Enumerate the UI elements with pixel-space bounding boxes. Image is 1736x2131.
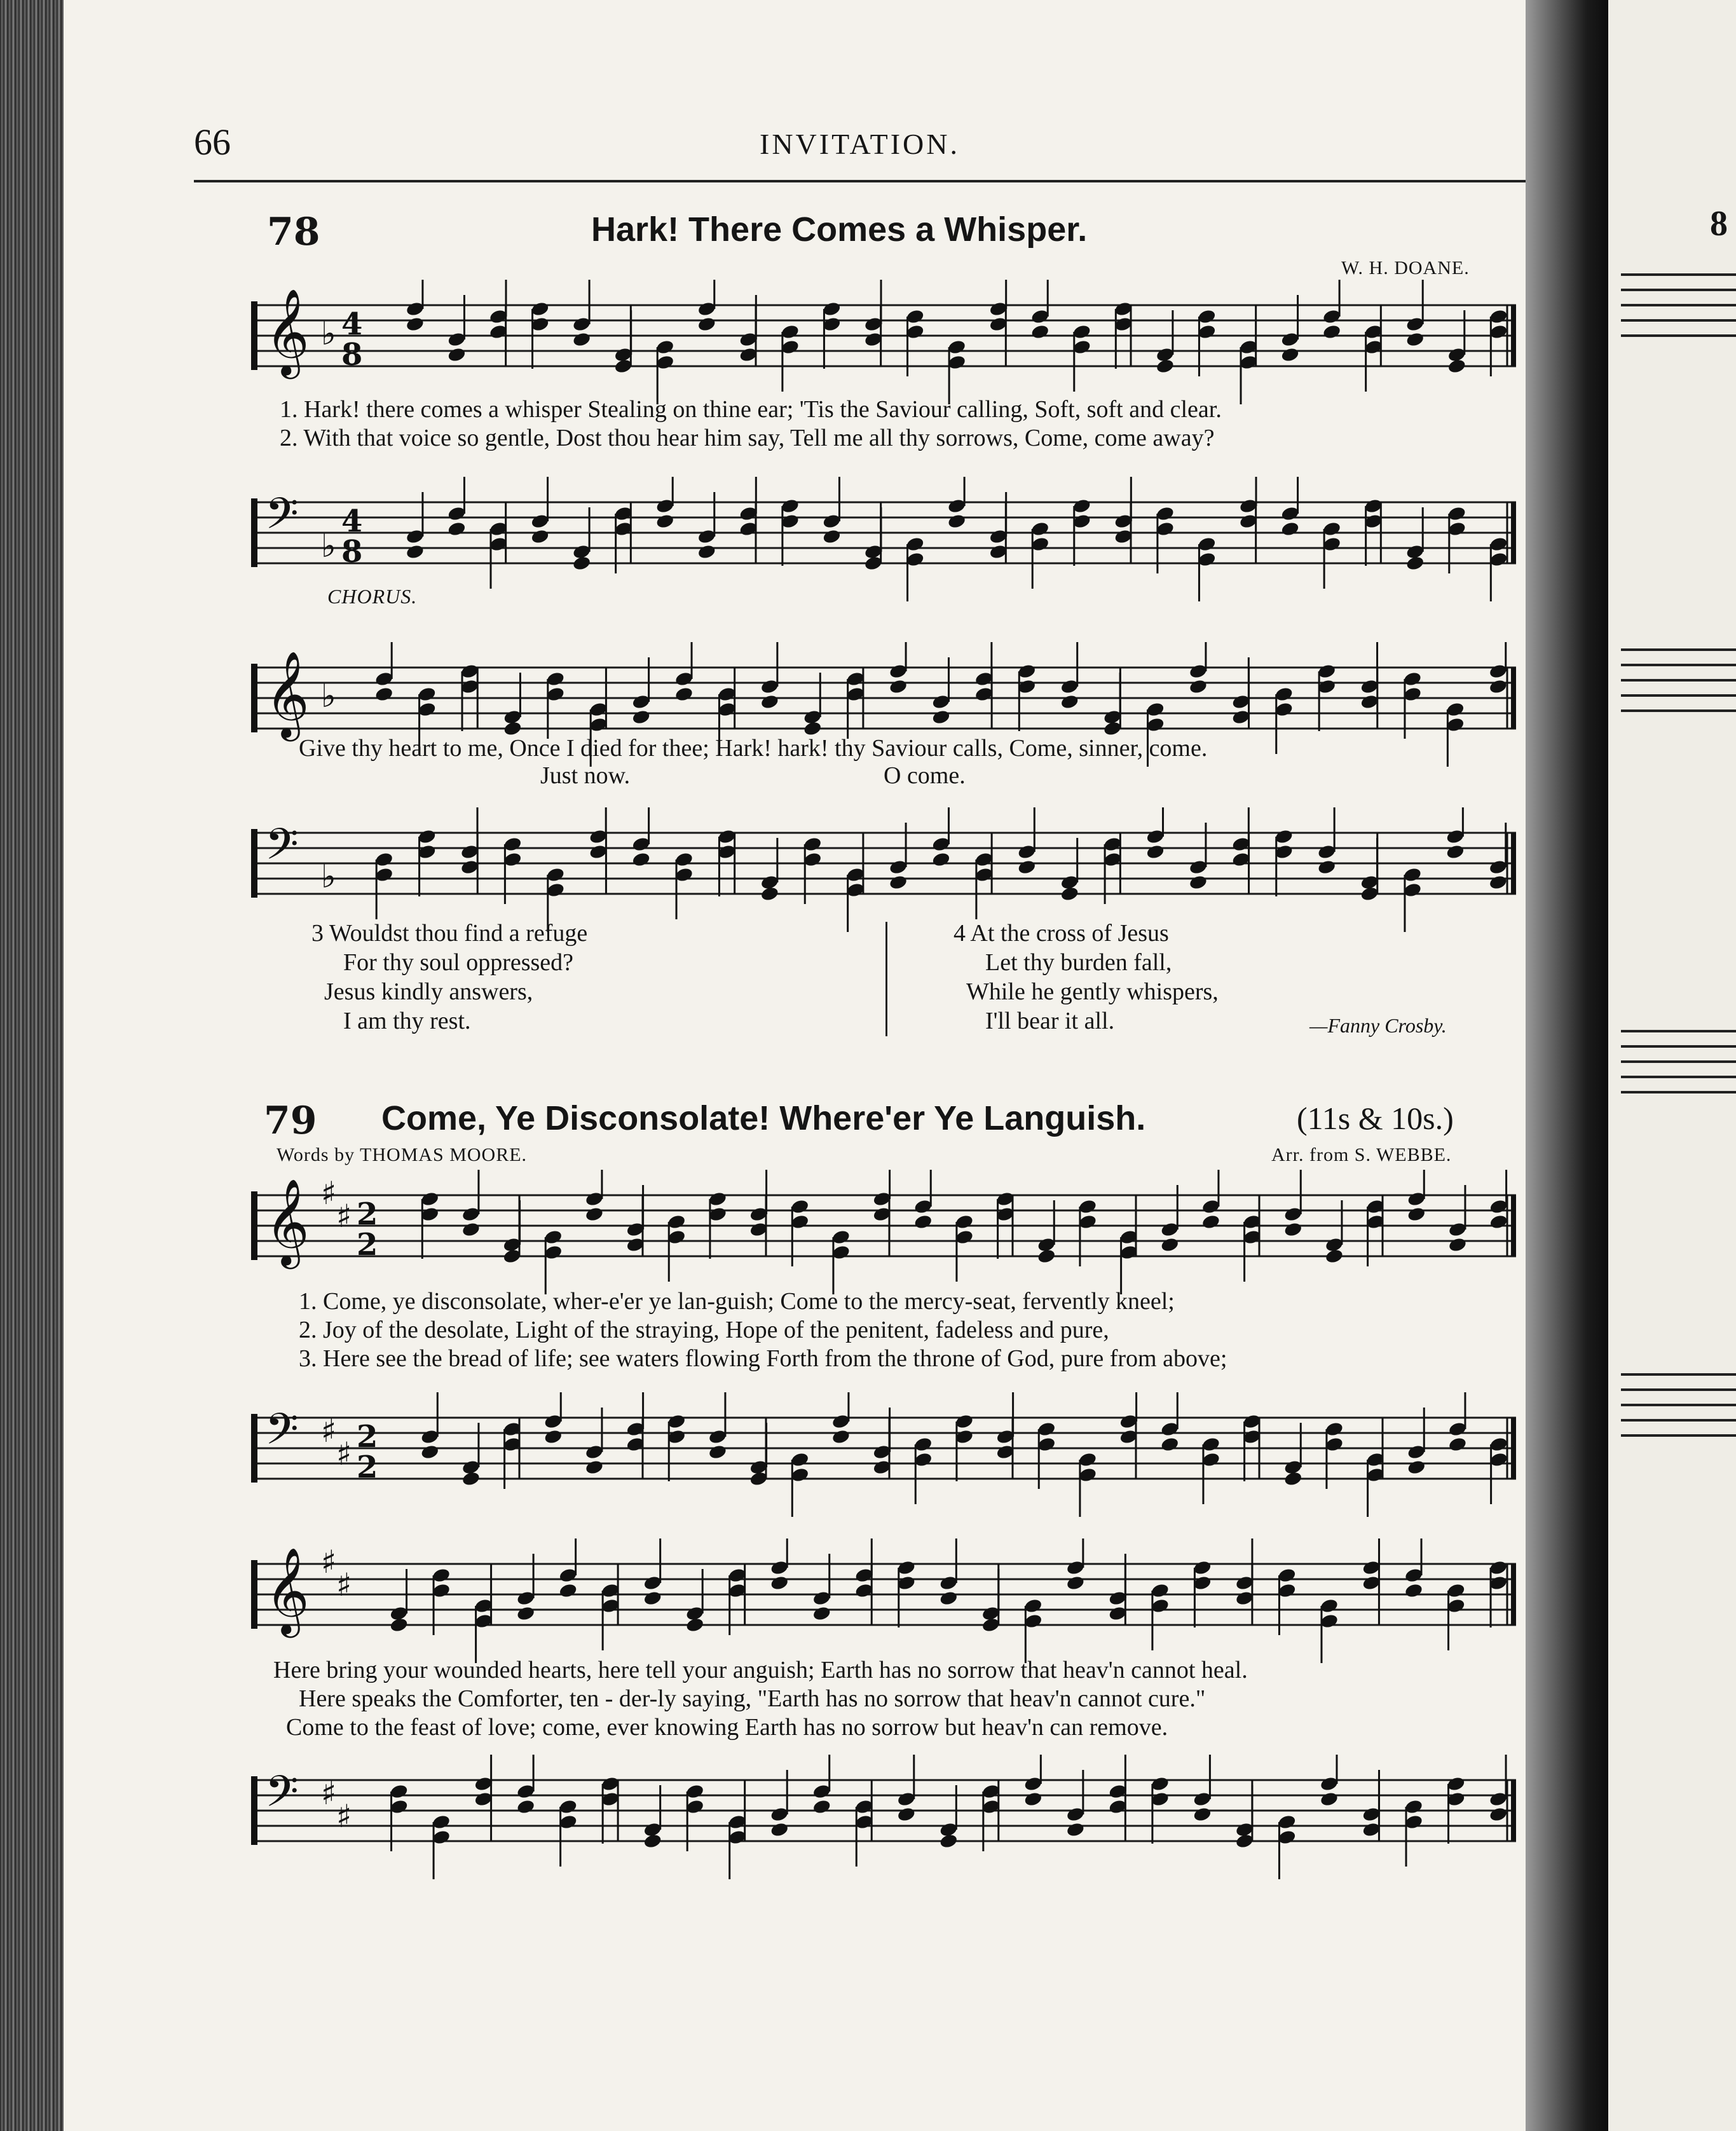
bass-clef-icon: 𝄢: [265, 1404, 299, 1465]
note-head: [1405, 555, 1425, 572]
time-signature-digit: 2: [357, 1227, 378, 1263]
final-bar-line-thick: [1511, 833, 1516, 894]
flat-icon: ♭: [321, 858, 336, 895]
final-bar-line-thick: [1511, 502, 1516, 563]
hymn-79-bass-staff-1: [251, 1392, 1516, 1517]
note-head: [1017, 859, 1037, 875]
sharp-icon: ♯: [336, 1798, 352, 1835]
sharp-icon: ♯: [336, 1436, 352, 1472]
note-head: [655, 513, 675, 530]
note-head: [1407, 1206, 1426, 1223]
note-head: [697, 316, 716, 332]
hymn-78-verse-1: 1. Hark! there comes a whisper Stealing on thine ear; 'Tis the Saviour calling, Soft, soft and clear.: [280, 396, 1222, 423]
hymn-79-verse-1a: 1. Come, ye disconsolate, wher-e'er ye lan-guish; Come to the mercy-seat, fervently kneel;: [299, 1288, 1175, 1315]
note-head: [1317, 859, 1337, 875]
note-head: [447, 521, 467, 537]
note-head: [760, 694, 780, 710]
flat-icon: ♭: [321, 315, 336, 352]
note-head: [1280, 521, 1300, 537]
note-head: [558, 1582, 578, 1599]
final-bar-line-thick: [1511, 668, 1516, 729]
flat-icon: ♭: [321, 678, 336, 715]
note-head: [760, 886, 780, 902]
note-head: [1320, 1791, 1339, 1807]
note-head: [1023, 1791, 1043, 1807]
running-title: INVITATION.: [760, 128, 960, 160]
note-head: [406, 316, 425, 332]
note-head: [374, 686, 394, 702]
note-head: [572, 331, 592, 348]
note-head: [831, 1429, 851, 1445]
note-head: [1405, 331, 1425, 348]
note-head: [974, 686, 994, 702]
stanza-3-line-1: 3 Wouldst thou find a refuge: [311, 920, 588, 947]
note-head: [543, 1429, 563, 1445]
sharp-icon: ♯: [336, 1198, 352, 1235]
note-head: [708, 1444, 728, 1460]
hymn-78-verse-2: 2. With that voice so gentle, Dost thou hear him say, Tell me all thy sorrows, Come, come away?: [280, 425, 1215, 451]
note-head: [1448, 1237, 1468, 1253]
note-head: [516, 1605, 536, 1622]
time-signature-digit: 8: [341, 534, 363, 570]
hymn-79-verse-1b: Here bring your wounded hearts, here tell your anguish; Earth has no sorrow that heav'n cannot heal.: [273, 1657, 1248, 1683]
final-bar-line-thick: [1511, 1418, 1516, 1479]
chorus-alt-text-1: Just now.: [540, 762, 631, 789]
stanza-4-line-2: Let thy burden fall,: [985, 949, 1172, 976]
hymn-78-author: —Fanny Crosby.: [1309, 1014, 1447, 1037]
stanza-3-line-2: For thy soul oppressed?: [343, 949, 574, 976]
note-head: [1489, 1806, 1508, 1823]
system-bracket: [251, 829, 257, 898]
sharp-icon: ♯: [336, 1566, 352, 1603]
note-head: [889, 874, 908, 891]
note-head: [1283, 1470, 1303, 1487]
note-head: [406, 544, 425, 560]
time-signature-digit: 4: [341, 306, 363, 342]
note-head: [643, 1833, 662, 1849]
final-bar-line-thick: [1511, 1564, 1516, 1625]
note-head: [1360, 886, 1379, 902]
note-head: [1145, 844, 1165, 860]
system-bracket: [251, 1414, 257, 1483]
system-bracket: [251, 301, 257, 370]
final-bar-line-thick: [1511, 1780, 1516, 1841]
staff-svg: [251, 1538, 1516, 1663]
time-signature-digit: 8: [341, 337, 363, 373]
hymn-78-stanza-3: [311, 919, 587, 1036]
note-head: [461, 1221, 481, 1238]
time-signature-digit: 2: [357, 1419, 378, 1455]
note-head: [1446, 844, 1465, 860]
system-bracket: [251, 1560, 257, 1629]
stanza-3-line-3: Jesus kindly answers,: [324, 978, 533, 1005]
note-head: [643, 1590, 662, 1607]
facing-page-fragment: [1608, 0, 1736, 2131]
note-head: [631, 851, 651, 868]
note-head: [461, 1470, 481, 1487]
note-head: [1066, 1821, 1086, 1838]
note-head: [589, 844, 608, 860]
note-head: [1030, 324, 1050, 340]
note-head: [1037, 1248, 1056, 1264]
note-head: [585, 1459, 605, 1476]
note-head: [1160, 1237, 1180, 1253]
note-head: [1060, 886, 1079, 902]
page-number: 66: [194, 121, 231, 163]
note-head: [1189, 874, 1208, 891]
hymn-79-bass-staff-2: [251, 1755, 1516, 1879]
note-head: [939, 1833, 959, 1849]
time-signature-digit: 4: [341, 504, 363, 539]
note-head: [1189, 678, 1208, 695]
facing-page-number-fragment: 8: [1710, 204, 1728, 243]
note-head: [812, 1605, 831, 1622]
treble-clef-icon: 𝄞: [265, 650, 310, 737]
hymn-79-treble-staff-2: [251, 1538, 1516, 1663]
sharp-icon: ♯: [321, 1544, 337, 1580]
staff-svg: [251, 477, 1516, 601]
running-head: [194, 121, 1526, 172]
note-head: [889, 678, 908, 695]
hymn-79-verse-2b: Here speaks the Comforter, ten - der-ly saying, "Earth has no sorrow that heav'n cannot cure.": [299, 1685, 1206, 1712]
note-head: [1322, 324, 1342, 340]
hymn-79-number: 79: [264, 1099, 317, 1143]
hymn-78-treble-staff: [251, 280, 1516, 404]
hymn-79-verse-2a: 2. Joy of the desolate, Light of the straying, Hope of the penitent, fadeless and pure,: [299, 1317, 1109, 1343]
chorus-lyric: Give thy heart to me, Once I died for thee; Hark! hark! thy Saviour calls, Come, sinner, come.: [299, 735, 1208, 762]
final-bar-line-thick: [1511, 305, 1516, 366]
note-head: [770, 1821, 789, 1838]
bass-clef-icon: 𝄢: [265, 489, 299, 550]
note-head: [460, 859, 480, 875]
note-head: [947, 513, 967, 530]
sharp-icon: ♯: [321, 1413, 337, 1449]
time-signature-digit: 2: [357, 1449, 378, 1485]
sharp-icon: ♯: [321, 1175, 337, 1212]
note-head: [631, 709, 651, 725]
staff-svg: [251, 1392, 1516, 1517]
note-head: [1231, 851, 1251, 868]
hymn-79-meter: (11s & 10s.): [1297, 1100, 1454, 1136]
treble-clef-icon: 𝄞: [265, 287, 310, 375]
note-head: [1193, 1806, 1212, 1823]
hymn-78-stanza-4: [953, 919, 1219, 1036]
treble-clef-icon: 𝄞: [265, 1546, 310, 1634]
note-head: [931, 709, 951, 725]
note-head: [896, 1806, 916, 1823]
note-head: [420, 1444, 440, 1460]
hymn-79-verse-3b: Come to the feast of love; come, ever knowing Earth has no sorrow but heav'n can remove.: [286, 1714, 1168, 1741]
note-head: [1404, 1582, 1424, 1599]
sharp-icon: ♯: [321, 1775, 337, 1812]
hymn-79-treble-staff-1: [251, 1170, 1516, 1294]
flat-icon: ♭: [321, 528, 336, 565]
chorus-alt-text-2: O come.: [884, 762, 966, 789]
note-head: [447, 346, 467, 363]
note-head: [585, 1206, 605, 1223]
note-head: [770, 1575, 789, 1591]
note-head: [1156, 358, 1175, 374]
treble-clef-icon: 𝄞: [265, 1177, 310, 1265]
note-head: [572, 555, 592, 572]
system-bracket: [251, 1191, 257, 1260]
note-head: [1489, 1214, 1508, 1230]
header-rule: [194, 180, 1526, 182]
system-bracket: [251, 1776, 257, 1845]
hymn-79-words-credit: Words by THOMAS MOORE.: [277, 1144, 528, 1165]
bass-clef-icon: 𝄢: [265, 1767, 299, 1828]
note-head: [685, 1617, 705, 1633]
note-head: [812, 1799, 831, 1815]
note-head: [530, 528, 550, 545]
stanza-4-line-1: 4 At the cross of Jesus: [953, 920, 1169, 947]
staff-svg: [251, 1755, 1516, 1879]
note-head: [1488, 874, 1508, 891]
hymn-79-arr-credit: Arr. from S. WEBBE.: [1271, 1144, 1452, 1165]
note-head: [1448, 1436, 1468, 1453]
hymn-79-verse-3a: 3. Here see the bread of life; see waters flowing Forth from the throne of God, pure from above;: [299, 1345, 1227, 1372]
note-head: [674, 686, 694, 702]
stanza-3-line-4: I am thy rest.: [343, 1008, 471, 1034]
bass-clef-icon: 𝄢: [265, 819, 299, 880]
staff-svg: [251, 280, 1516, 404]
hymn-79-title: Come, Ye Disconsolate! Where'er Ye Languish.: [381, 1099, 1146, 1137]
note-head: [1066, 1575, 1086, 1591]
final-bar-line-thick: [1511, 1195, 1516, 1256]
stanza-divider: [885, 922, 887, 1036]
note-head: [1280, 346, 1300, 363]
system-bracket: [251, 664, 257, 732]
note-head: [1160, 1436, 1180, 1453]
stanza-4-line-4: I'll bear it all.: [985, 1008, 1115, 1034]
stanza-4-line-3: While he gently whispers,: [966, 978, 1219, 1005]
staff-svg: [251, 807, 1516, 932]
hymn-78-chorus-bass-staff: [251, 807, 1516, 932]
hymn-78-number: 78: [267, 210, 320, 254]
hymn-78-title: Hark! There Comes a Whisper.: [591, 210, 1088, 249]
system-bracket: [251, 498, 257, 567]
hymn-78-bass-staff: [251, 477, 1516, 601]
note-head: [913, 1214, 933, 1230]
note-head: [1283, 1221, 1303, 1238]
note-head: [1447, 358, 1466, 374]
note-head: [1231, 709, 1251, 725]
note-head: [1060, 694, 1079, 710]
note-head: [697, 544, 716, 560]
note-head: [1325, 1248, 1344, 1264]
chorus-label: CHORUS.: [327, 585, 418, 608]
note-head: [822, 528, 842, 545]
staff-svg: [251, 1170, 1516, 1294]
note-head: [1360, 694, 1379, 710]
note-head: [931, 851, 951, 868]
note-head: [516, 1799, 536, 1815]
note-head: [939, 1590, 959, 1607]
hymn-78-composer: W. H. DOANE.: [1341, 257, 1470, 278]
time-signature-digit: 2: [357, 1196, 378, 1232]
note-head: [1201, 1214, 1221, 1230]
note-head: [1488, 678, 1508, 695]
page-edge: [0, 0, 70, 2131]
note-head: [1407, 1459, 1426, 1476]
note-head: [389, 1617, 409, 1633]
